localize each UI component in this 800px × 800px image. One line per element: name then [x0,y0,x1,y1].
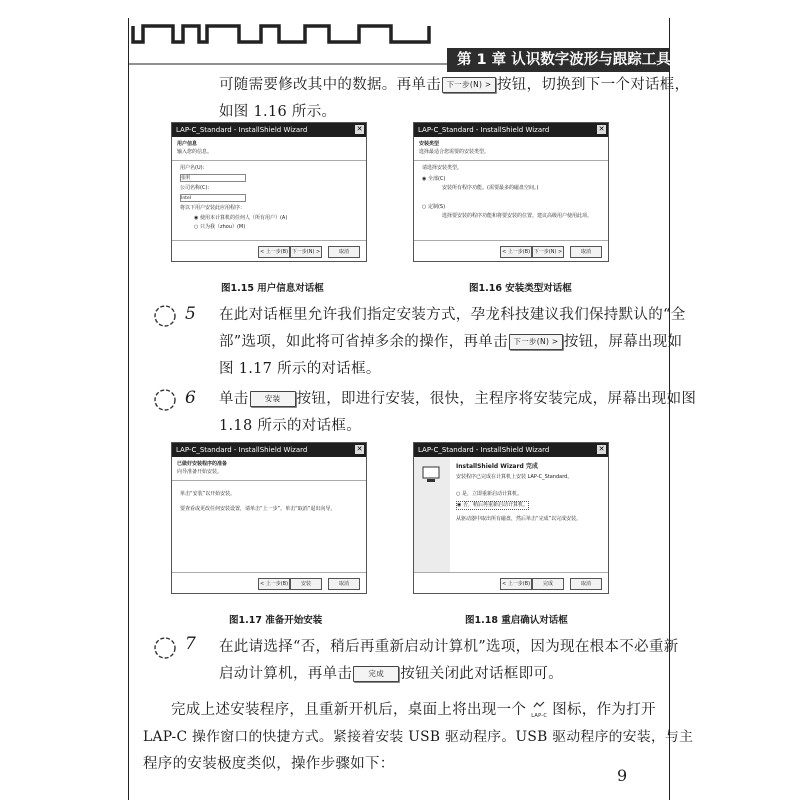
back-button: < 上一步(B) [500,578,532,590]
lap-c-desktop-icon: LAP-C [526,701,552,720]
cancel-button: 取消 [570,246,602,258]
closing-line1: 完成上述安装程序，且重新开机后，桌面上将出现一个 LAP-C 图标，作为打开 [171,702,656,719]
body-text-1: 单击“安装”以开始安装。 [180,491,236,497]
company-label: 公司名称(C): [180,185,210,191]
radio-restart-later: ◉ 否，稍后再重新启动计算机。 [457,502,528,508]
figure-restart-confirm-dialog [413,442,609,594]
cancel-button: 取消 [570,578,602,590]
caption-fig-1-17: 图1.17 准备开始安装 [229,615,323,626]
computer-icon [421,465,443,485]
step-5-number: 5 [185,304,196,324]
finish-button: 完成 [532,578,564,590]
dialog-title: LAP-C_Standard - InstallShield Wizard [418,446,550,454]
step-marker-icon [151,386,185,414]
radio-only-me: ○ 只为我（zhou）(M) [194,224,246,230]
step-5-line3: 图 1.17 所示的对话框。 [219,361,381,377]
install-button: 安装 [290,578,322,590]
dialog-title: LAP-C_Standard - InstallShield Wizard [176,126,308,134]
closing-line2: LAP-C 操作窗口的快捷方式。紧接着安装 USB 驱动程序。USB 驱动程序的安装，与主 [143,729,694,745]
step-6-line2: 1.18 所示的对话框。 [219,418,361,434]
install-for-label: 将以下用户安装此应用程序： [180,205,246,211]
caption-fig-1-15: 图1.15 用户信息对话框 [221,283,324,294]
back-button: < 上一步(B) [258,246,290,258]
option-custom: ○ 定制(S) [422,204,446,210]
step-7-line1: 在此请选择“否，稍后再重新启动计算机”选项，因为现在根本不必重新 [219,639,679,655]
next-button: 下一步(N) > [290,246,322,258]
radio-restart-now: ○ 是，立即重新启动计算机。 [456,491,522,497]
dialog-title: LAP-C_Standard - InstallShield Wizard [418,126,550,134]
dialog-header: 用户信息 [177,141,198,147]
finish-button-inline: 完成 [353,666,399,682]
close-icon: ✕ [356,125,363,133]
step-5-line2: 部”选项，如此将可省掉多余的操作，再单击 下一步(N) > 按钮，屏幕出现如 [219,334,683,350]
dialog-subheader: 输入您的信息。 [177,149,213,155]
username-label: 用户名(U): [180,165,205,171]
dialog-subheader: 向导准备开始安装。 [177,469,223,475]
intro-line1: 可随需要修改其中的数据。再单击 下一步(N) > 按钮，切换到下一个对话框， [219,77,690,93]
page-number: 9 [617,766,628,785]
dialog-title: LAP-C_Standard - InstallShield Wizard [176,446,308,454]
wizard-complete-heading: InstallShield Wizard 完成 [456,463,538,470]
radio-all-users: ◉ 使用本计算机的任何人（所有用户）(A) [194,215,288,221]
chapter-title: 第 1 章 认识数字波形与跟踪工具 [447,48,669,72]
dialog-header: 安装类型 [419,141,440,147]
close-icon: ✕ [598,445,605,453]
step-7-line2: 启动计算机，再单击 完成 按钮关闭此对话框即可。 [219,666,564,682]
step-6-number: 6 [185,388,196,408]
step-7-number: 7 [185,634,196,654]
step-marker-icon [151,302,185,330]
cancel-button: 取消 [328,246,360,258]
caption-fig-1-16: 图1.16 安装类型对话框 [469,283,572,294]
username-field: 张明 [180,174,246,182]
wizard-side-panel [414,457,450,573]
close-icon: ✕ [356,445,363,453]
figure-user-info-dialog [171,122,367,262]
body-text-1: 安装程序已完成在计算机上安装 LAP-C_Standard。 [456,474,573,480]
close-icon: ✕ [598,125,605,133]
figure-install-type-dialog [413,122,609,262]
step-6-line1: 单击 安装 按钮，即进行安装，很快，主程序将安装完成，屏幕出现如图 [219,391,697,407]
square-wave-decoration [129,18,469,74]
dialog-subheader: 选择最适合您需要的安装类型。 [419,149,490,155]
back-button: < 上一步(B) [500,246,532,258]
install-type-label: 请选择安装类型。 [422,165,463,171]
figure-ready-to-install-dialog [171,442,367,594]
next-button-inline: 下一步(N) > [509,334,563,350]
cancel-button: 取消 [328,578,360,590]
next-button: 下一步(N) > [532,246,564,258]
body-text-2: 要查看或更改任何安装设置，请单击“上一步”。单击“取消”退出向导。 [180,506,336,512]
dialog-header: 已做好安装程序的准备 [177,461,228,467]
step-marker-icon [151,634,185,662]
option-complete-desc: 安装所有程序功能。(需要最多的磁盘空间。) [442,185,539,191]
intro-line2: 如图 1.16 所示。 [219,104,337,120]
step-5-line1: 在此对话框里允许我们指定安装方式，孕龙科技建议我们保持默认的“全 [219,307,686,323]
company-field: Intel [180,194,246,202]
book-page [128,18,697,800]
body-text-2: 从驱动器中取出所有磁盘，然后单击“完成”以完成安装。 [456,516,582,522]
option-custom-desc: 选择要安装的程序功能和将要安装的位置。建议高级用户使用此项。 [442,213,593,219]
install-button-inline: 安装 [250,391,296,407]
back-button: < 上一步(B) [258,578,290,590]
option-complete: ◉ 全部(C) [422,176,446,182]
closing-line3: 程序的安装极度类似，操作步骤如下： [143,756,395,772]
next-button-inline: 下一步(N) > [442,77,496,93]
caption-fig-1-18: 图1.18 重启确认对话框 [465,615,568,626]
